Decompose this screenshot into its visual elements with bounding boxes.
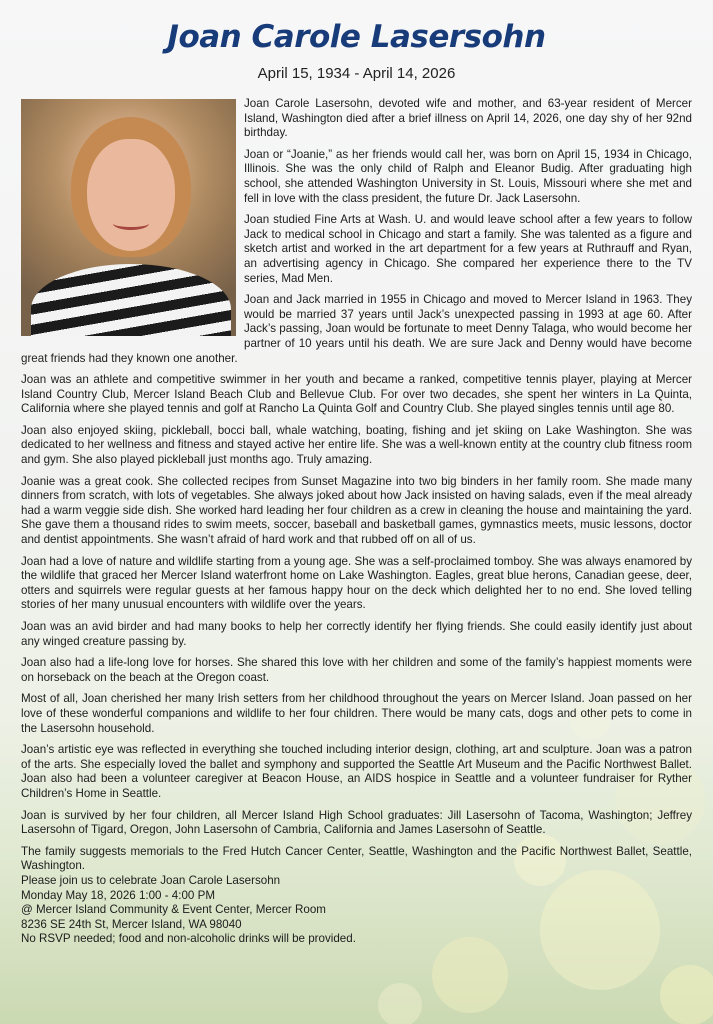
event-venue-line: @ Mercer Island Community & Event Center, Mercer Room xyxy=(21,903,326,917)
paragraph-nature: Joan had a love of nature and wildlife starting from a young age. She was a self-proclaimed tomboy. She was always enamored by the wildlife that graced her Mercer Island waterfront home on Lake Washington. Eagles, great blue herons, Canadian geese, deer, otters and squirrels were regular guests at her famous happy hour on the deck which delighted her to no end. She loved telling stories of her many unusual encounters with wildlife over the years. xyxy=(21,554,692,612)
event-address-line: 8236 SE 24th St, Mercer Island, WA 98040 xyxy=(21,917,242,931)
paragraph-fine-arts: Joan studied Fine Arts at Wash. U. and would leave school after a few years to follow Jack to medical school in Chicago and start a family. She was talented as a figure and sketch artist and worked in the art department for a few years at Ruthrauff and Ryan, an advertising agency in Chicago. She compared her experience there to the TV series, Mad Men. xyxy=(244,213,692,285)
memorials-line: The family suggests memorials to the Fred Hutch Cancer Center, Seattle, Washington and the Pacific Northwest Ballet, Seattle, Washington. xyxy=(21,844,692,873)
paragraph-artistic: Joan’s artistic eye was reflected in everything she touched including interior design, clothing, art and sculpture. Joan was a patron of the arts. She especially loved the ballet and symphony and supported the Seattle Art Museum and the Pacific Northwest Ballet. Joan also had been a volunteer caregiver at Beacon House, an AIDS hospice in Seattle and a volunteer fundraiser for Ryther Children’s Home in Seattle. xyxy=(21,743,692,800)
paragraph-survivors: Joan is survived by her four children, all Mercer Island High School graduates: Jill Lasersohn of Tacoma, Washington; Jeffrey Lasersohn of Tigard, Oregon, John Lasersohn of Cambria, California and James Lasersohn of Seattle. xyxy=(21,808,692,837)
paragraph-activities: Joan also enjoyed skiing, pickleball, bocci ball, whale watching, boating, fishing and jet skiing on Lake Washington. She was dedicated to her wellness and fitness and stayed active her entire life. She was a well-known entity at the country club fitness room and gym. She also played pickleball just months ago. Truly amazing. xyxy=(21,423,692,467)
paragraph-intro: Joan Carole Lasersohn, devoted wife and mother, and 63-year resident of Mercer Island, Washington died after a brief illness on April 14, 2026, one day shy of her 92nd birthday. xyxy=(244,97,692,140)
obituary-title: Joan Carole Lasersohn xyxy=(167,19,546,55)
paragraph-cook: Joanie was a great cook. She collected recipes from Sunset Magazine into two big binders in her family room. She made many dinners from scratch, with lots of vegetables. She always joked about how Jack insisted on having salads, even if the meal already had a warm veggie side dish. She worked hard leading her four children as a crew in cleaning the house and maintaining the yard. She gave them a thousand rides to swim meets, soccer, baseball and basketball games, gymnastics meets, music lessons, doctor and dentist appointments. She wasn’t afraid of hard work and that rubbed off on all of us. xyxy=(21,474,692,547)
celebration-line: Please join us to celebrate Joan Carole Lasersohn xyxy=(21,873,281,887)
paragraph-birder: Joan was an avid birder and had many books to help her correctly identify her flying friends. She could easily identify just about any winged creature passing by. xyxy=(21,620,692,648)
life-dates: April 15, 1934 - April 14, 2026 xyxy=(257,65,456,82)
rsvp-line: No RSVP needed; food and non-alcoholic drinks will be provided. xyxy=(21,932,356,946)
paragraph-horses: Joan also had a life-long love for horses. She shared this love with her children and some of the family’s happiest moments were on horseback on the beach at the Oregon coast. xyxy=(21,656,692,684)
paragraph-marriage: Joan and Jack married in 1955 in Chicago and moved to Mercer Island in 1963. They would be married 37 years until Jack’s unexpected passing in 1993 at age 60. After Jack’s passing, Joan would be fortunate to meet Denny Talaga, who would become her partner of 10 years until his death. We are sure Jack and Denny would have become great friends had they known one another. xyxy=(21,293,692,365)
event-date-line: Monday May 18, 2026 1:00 - 4:00 PM xyxy=(21,888,215,902)
memorial-details xyxy=(21,845,692,947)
portrait-photo xyxy=(21,99,236,336)
paragraph-pets: Most of all, Joan cherished her many Irish setters from her childhood throughout the years on Mercer Island. Joan passed on her love of these wonderful companions and wildlife to her four children. There would be many cats, dogs and other pets to come in the Lasersohn household. xyxy=(21,692,692,735)
paragraph-early-life: Joan or “Joanie,” as her friends would call her, was born on April 15, 1934 in Chicago, Illinois. She was the only child of Ralph and Eleanor Budig. After graduating high school, she attended Washington University in St. Louis, Missouri where she met and fell in love with the class president, the future Dr. Jack Lasersohn. xyxy=(244,147,692,205)
paragraph-athlete: Joan was an athlete and competitive swimmer in her youth and became a ranked, competitive tennis player, playing at Mercer Island Country Club, Mercer Island Beach Club and Bellevue Club. For over two decades, she spent her winters in La Quinta, California where she played tennis and golf at Rancho La Quinta Golf and Country Club. She played singles tennis until age 80. xyxy=(21,373,692,416)
obituary-body xyxy=(21,97,692,947)
